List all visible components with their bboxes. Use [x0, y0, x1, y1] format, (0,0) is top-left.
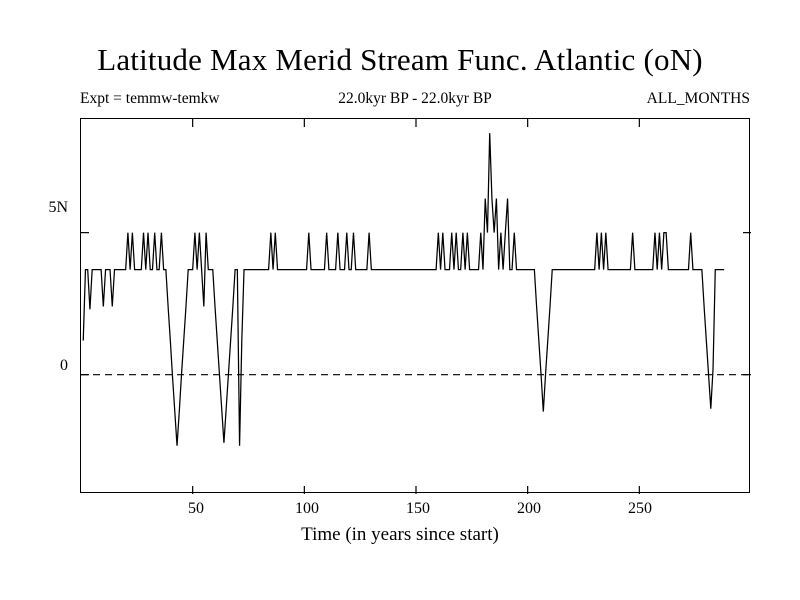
- chart-svg: [81, 119, 751, 494]
- plot-area: [80, 118, 750, 493]
- y-tick-label-5n: 5N: [48, 199, 68, 216]
- page-title: Latitude Max Merid Stream Func. Atlantic (oN): [97, 42, 703, 77]
- months-label: ALL_MONTHS: [646, 90, 750, 107]
- x-tick-label-150: 150: [406, 500, 430, 517]
- y-tick-label-0: 0: [60, 357, 68, 374]
- experiment-label: Expt = temmw-temkw: [80, 90, 220, 107]
- data-series-line: [83, 133, 724, 446]
- period-label: 22.0kyr BP - 22.0kyr BP: [338, 90, 492, 107]
- x-tick-label-250: 250: [628, 500, 652, 517]
- x-tick-label-200: 200: [517, 500, 541, 517]
- subtitle-row: [80, 90, 750, 110]
- x-tick-label-50: 50: [188, 500, 204, 517]
- x-tick-label-100: 100: [295, 500, 319, 517]
- x-axis-title: Time (in years since start): [301, 524, 499, 545]
- axis-ticks: [81, 119, 751, 494]
